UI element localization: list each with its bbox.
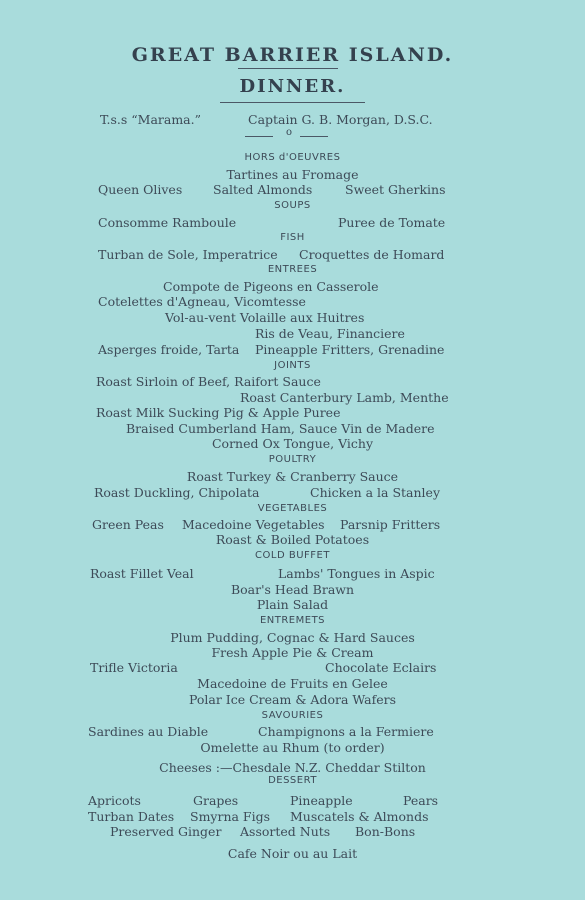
- menu-title: GREAT BARRIER ISLAND.: [131, 44, 454, 66]
- menu-item: Chocolate Eclairs: [325, 660, 437, 675]
- captain-name: Captain G. B. Morgan, D.S.C.: [248, 112, 433, 127]
- coffee-line: Cafe Noir ou au Lait: [227, 846, 358, 861]
- menu-item: Asperges froide, Tarta: [98, 342, 240, 357]
- menu-item: Cotelettes d'Agneau, Vicomtesse: [98, 294, 306, 309]
- section-heading-savouries: SAVOURIES: [261, 710, 324, 721]
- ornament: o: [286, 127, 293, 138]
- section-heading-vegetables: VEGETABLES: [257, 503, 328, 514]
- ship-name: T.s.s “Marama.”: [100, 112, 201, 127]
- menu-item: Roast Sirloin of Beef, Raifort Sauce: [96, 374, 321, 389]
- menu-item: Champignons a la Fermiere: [258, 724, 434, 739]
- section-heading-entremets: ENTREMETS: [259, 615, 326, 626]
- menu-item: Lambs' Tongues in Aspic: [278, 566, 435, 581]
- menu-item: Assorted Nuts: [240, 824, 331, 839]
- menu-item: Roast Duckling, Chipolata: [94, 485, 260, 500]
- menu-item: Preserved Ginger: [110, 824, 222, 839]
- menu-item: Roast & Boiled Potatoes: [215, 532, 370, 547]
- ornament-rule-left: [245, 136, 273, 137]
- menu-item: Plain Salad: [256, 597, 329, 612]
- subtitle-rule: [220, 102, 365, 103]
- menu-item: Ris de Veau, Financiere: [255, 326, 405, 341]
- menu-item: Turban de Sole, Imperatrice: [98, 247, 278, 262]
- menu-item: Pineapple: [290, 793, 353, 808]
- menu-item: Puree de Tomate: [338, 215, 446, 230]
- cheeses-line: Cheeses :—Chesdale N.Z. Cheddar Stilton: [159, 760, 426, 775]
- menu-item: Queen Olives: [98, 182, 183, 197]
- section-heading-hors: HORS d'OEUVRES: [244, 152, 341, 163]
- section-heading-soups: SOUPS: [274, 200, 311, 211]
- menu-item: Consomme Ramboule: [98, 215, 237, 230]
- section-heading-poultry: POULTRY: [268, 454, 317, 465]
- menu-item: Corned Ox Tongue, Vichy: [211, 436, 374, 451]
- menu-item: Vol-au-vent Volaille aux Huitres: [165, 310, 365, 325]
- section-heading-entrees: ENTREES: [267, 264, 318, 275]
- menu-item: Salted Almonds: [213, 182, 313, 197]
- menu-item: Muscatels & Almonds: [290, 809, 429, 824]
- menu-item: Fresh Apple Pie & Cream: [211, 645, 374, 660]
- menu-item: Bon-Bons: [355, 824, 416, 839]
- section-heading-joints: JOINTS: [274, 360, 311, 371]
- menu-item: Apricots: [88, 793, 141, 808]
- menu-item: Polar Ice Cream & Adora Wafers: [188, 692, 397, 707]
- menu-item: Pears: [403, 793, 439, 808]
- menu-item: Trifle Victoria: [90, 660, 178, 675]
- menu-item: Macedoine de Fruits en Gelee: [197, 676, 388, 691]
- menu-item: Turban Dates: [88, 809, 175, 824]
- section-heading-fish: FISH: [280, 232, 305, 243]
- section-heading-dessert: DESSERT: [268, 775, 317, 786]
- menu-subtitle: DINNER.: [239, 76, 346, 97]
- menu-item: Grapes: [193, 793, 239, 808]
- menu-item: Smyrna Figs: [190, 809, 271, 824]
- ornament-rule-right: [300, 136, 328, 137]
- menu-item: Pineapple Fritters, Grenadine: [255, 342, 445, 357]
- menu-item: Green Peas: [92, 517, 164, 532]
- menu-item: Sardines au Diable: [88, 724, 209, 739]
- menu-item: Roast Canterbury Lamb, Menthe: [240, 390, 449, 405]
- menu-item: Tartines au Fromage: [226, 167, 359, 182]
- menu-item: Compote de Pigeons en Casserole: [163, 279, 379, 294]
- menu-item: Parsnip Fritters: [340, 517, 441, 532]
- menu-item: Sweet Gherkins: [345, 182, 446, 197]
- menu-item: Boar's Head Brawn: [230, 582, 355, 597]
- menu-item: Roast Milk Sucking Pig & Apple Puree: [96, 405, 341, 420]
- menu-item: Macedoine Vegetables: [182, 517, 325, 532]
- menu-item: Braised Cumberland Ham, Sauce Vin de Madere: [126, 421, 435, 436]
- menu-item: Chicken a la Stanley: [310, 485, 441, 500]
- section-heading-cold-buffet: COLD BUFFET: [255, 550, 330, 561]
- menu-item: Roast Turkey & Cranberry Sauce: [186, 469, 399, 484]
- menu-item: Roast Fillet Veal: [90, 566, 194, 581]
- menu-item: Omelette au Rhum (to order): [200, 740, 385, 755]
- title-rule: [238, 68, 338, 69]
- menu-item: Croquettes de Homard: [299, 247, 445, 262]
- menu-item: Plum Pudding, Cognac & Hard Sauces: [170, 630, 415, 645]
